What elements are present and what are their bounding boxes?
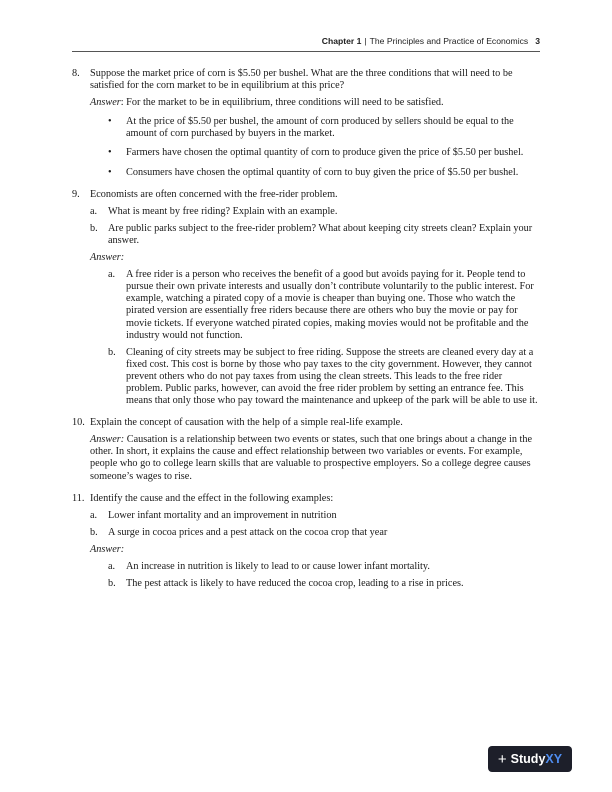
question-text: Identify the cause and the effect in the following examples: <box>90 492 334 504</box>
answer-8 <box>90 97 540 109</box>
question-part: b. A surge in cocoa prices and a pest attack on the cocoa crop that year <box>90 526 388 538</box>
answer-part: a. An increase in nutrition is likely to lead to or cause lower infant mortality. <box>108 561 430 572</box>
answer-10 <box>90 434 540 482</box>
answer-label: Answer: <box>90 434 125 446</box>
answer-label: Answer: <box>90 252 125 264</box>
header-separator: | <box>364 36 367 46</box>
logo-brand-accent: XY <box>545 752 563 766</box>
answer-part: b. The pest attack is likely to have reduced the cocoa crop, leading to a rise in prices. <box>108 578 464 590</box>
running-header <box>322 36 540 46</box>
question-text: Explain the concept of causation with the help of a simple real-life example. <box>90 417 403 429</box>
answer-label: Answer: <box>90 543 125 555</box>
question-part: a. Lower infant mortality and an improvement in nutrition <box>90 509 337 521</box>
question-part: b. Are public parks subject to the free-rider problem? What about keeping city streets clean? Explain your answer. <box>90 222 533 246</box>
header-rule <box>72 51 540 52</box>
answer-text: Causation is a relationship between two events or states, such that one brings about a change in the other. In short, it explains the cause and effect relationship between two variables or events. For example, people who go to college learn skills that are valuable to prospective employers. So a college degree causes someone’s wages to rise. <box>90 434 533 482</box>
list-item: • Consumers have chosen the optimal quantity of corn to buy given the price of $5.50 per bushel. <box>108 166 519 178</box>
question-8 <box>72 68 540 92</box>
answer-text: : For the market to be in equilibrium, three conditions will need to be satisfied. <box>120 97 444 109</box>
studyxy-logo[interactable] <box>488 746 572 772</box>
question-text: Suppose the market price of corn is $5.50 per bushel. What are the three conditions that will need to be satisfied for the corn market to be in equilibrium at this price? <box>90 68 513 92</box>
question-text: Economists are often concerned with the free-rider problem. <box>90 188 338 200</box>
question-11 <box>72 493 540 505</box>
question-number: 11. <box>72 492 85 504</box>
chapter-title: The Principles and Practice of Economics <box>369 36 529 46</box>
logo-brand: Study <box>510 752 546 766</box>
answer-8-bullets <box>108 116 540 178</box>
question-number: 9. <box>72 188 80 200</box>
question-9 <box>72 189 540 201</box>
plus-icon: + <box>497 750 507 768</box>
page-number: 3 <box>535 36 540 46</box>
list-item: • Farmers have chosen the optimal quantity of corn to produce given the price of $5.50 per bushel. <box>108 147 524 159</box>
question-10 <box>72 417 540 429</box>
question-number: 10. <box>72 417 85 429</box>
page-content <box>72 68 540 590</box>
answer-11 <box>90 544 540 556</box>
bullet-icon: • <box>108 147 112 159</box>
question-part: a. What is meant by free riding? Explain with an example. <box>90 205 338 217</box>
answer-part: a. A free rider is a person who receives the benefit of a good but avoids paying for it. People tend to pursue their own private interests and usually don’t contribute voluntarily to the public interest. For example, watching a pirated copy of a movie is cheaper than buying one. Those who watch the pirated version are essentially free riders because there are others who buy the movie or pay for movie tickets. If everyone watched pirated copies, making movies would not be profitable and the industry would not function. <box>108 269 534 341</box>
list-item: • At the price of $5.50 per bushel, the amount of corn produced by sellers should be equal to the amount of corn purchased by buyers in the market. <box>108 116 514 140</box>
chapter-label: Chapter 1 <box>321 36 362 46</box>
answer-label: Answer <box>90 97 121 109</box>
answer-part: b. Cleaning of city streets may be subject to free riding. Suppose the streets are cleaned every day at a fixed cost. This cost is borne by those who pay taxes to the city government. However, they cannot prevent others who do not pay taxes from using the clean streets. This leads to the free rider problem. Public parks, however, can avoid the free rider problem by setting an entrance fee. This means that only those who pay toward the maintenance and upkeep of the park will be able to use it. <box>108 346 538 407</box>
bullet-icon: • <box>108 166 112 178</box>
answer-9 <box>90 252 540 264</box>
question-number: 8. <box>72 68 80 79</box>
bullet-icon: • <box>108 116 112 128</box>
